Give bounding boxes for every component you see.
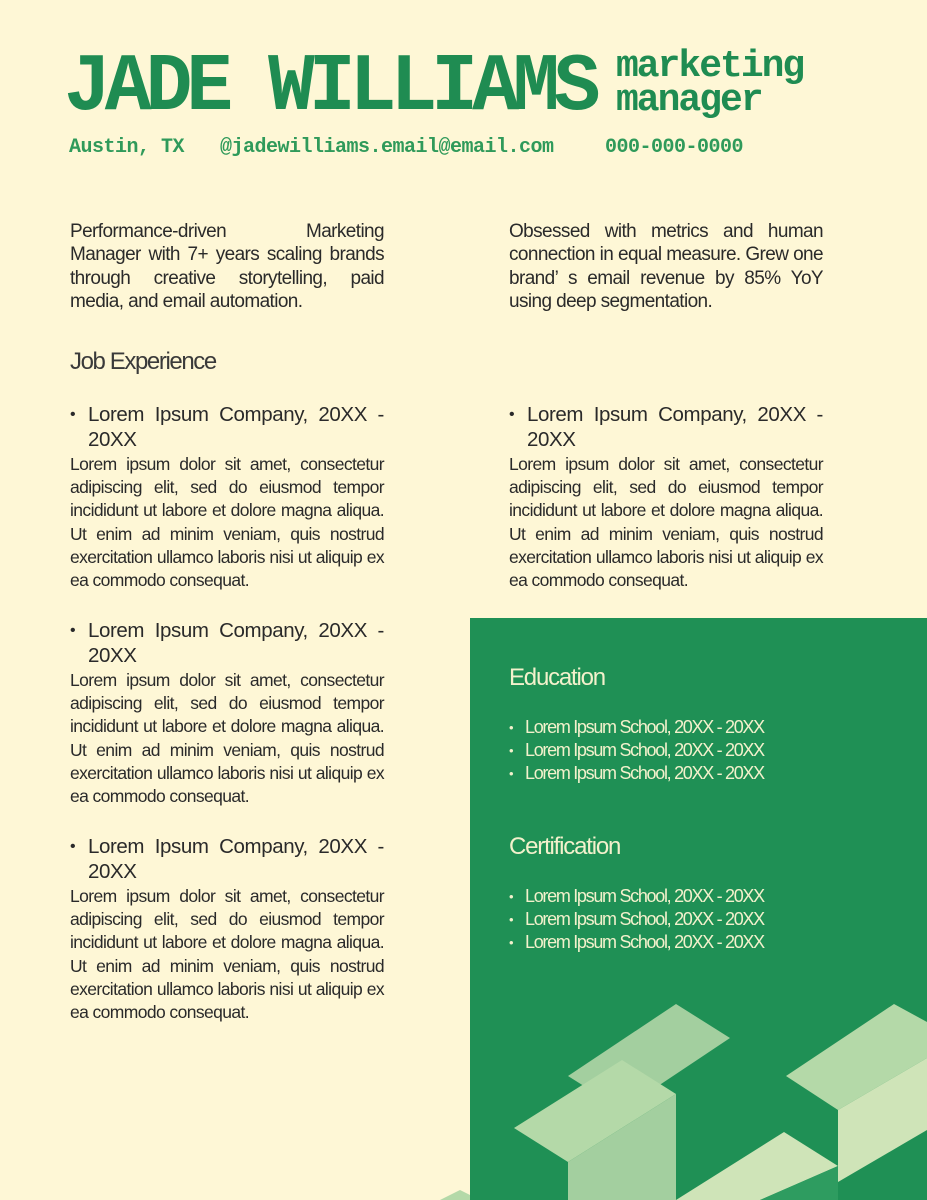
education-item-text: Lorem Ipsum School, 20XX - 20XX xyxy=(525,717,764,737)
bullet-icon: • xyxy=(70,406,76,423)
summary-left-text: Performance-driven Marketing Manager with 7+ years scaling brands through creative storytelling, paid media, and email automation. xyxy=(70,221,384,313)
contact-phone: 000-000-0000 xyxy=(605,136,744,159)
education-list xyxy=(509,716,764,785)
education-item-text: Lorem Ipsum School, 20XX - 20XX xyxy=(525,763,764,783)
certification-item-text: Lorem Ipsum School, 20XX - 20XX xyxy=(525,932,764,952)
job-role xyxy=(616,45,804,122)
education-item-text: Lorem Ipsum School, 20XX - 20XX xyxy=(525,740,764,760)
summary-right-text: Obsessed with metrics and human connection in equal measure. Grew one brand’ s email revenue by 85% YoY using deep segmentation. xyxy=(509,221,823,313)
job-title xyxy=(70,618,384,668)
job-role-line-2: manager xyxy=(616,79,762,122)
bullet-icon: • xyxy=(509,743,513,758)
job-entry xyxy=(70,618,384,808)
bullet-icon: • xyxy=(70,838,76,855)
job-title xyxy=(70,402,384,452)
section-title-education: Education xyxy=(509,664,605,691)
certification-list xyxy=(509,885,764,954)
bullet-icon: • xyxy=(509,766,513,781)
job-title-text: Lorem Ipsum Company, 20XX - 20XX xyxy=(88,403,384,451)
job-title-text: Lorem Ipsum Company, 20XX - 20XX xyxy=(88,619,384,667)
job-description: Lorem ipsum dolor sit amet, consectetur adipiscing elit, sed do eiusmod tempor incididunt ut labore et dolore magna aliqua. Ut enim ad minim veniam, quis nostrud exercitation ullamco laboris nisi ut aliquip ex ea commodo consequat. xyxy=(509,454,823,591)
contact-location: Austin, TX xyxy=(69,136,185,159)
certification-item xyxy=(509,931,764,954)
job-description: Lorem ipsum dolor sit amet, consectetur adipiscing elit, sed do eiusmod tempor incididunt ut labore et dolore magna aliqua. Ut enim ad minim veniam, quis nostrud exercitation ullamco laboris nisi ut aliquip ex ea commodo consequat. xyxy=(70,454,384,591)
certification-item-text: Lorem Ipsum School, 20XX - 20XX xyxy=(525,909,764,929)
bullet-icon: • xyxy=(509,406,515,423)
job-title xyxy=(70,834,384,884)
candidate-name: JADE WILLIAMS xyxy=(64,41,595,135)
bullet-icon: • xyxy=(509,889,513,904)
bullet-icon: • xyxy=(509,912,513,927)
section-title-experience: Job Experience xyxy=(70,348,216,375)
summary-right xyxy=(509,220,823,314)
bullet-icon: • xyxy=(509,720,513,735)
certification-item xyxy=(509,885,764,908)
education-certification-panel xyxy=(470,618,927,1200)
job-entry xyxy=(509,402,823,592)
job-entry xyxy=(70,402,384,592)
job-description: Lorem ipsum dolor sit amet, consectetur adipiscing elit, sed do eiusmod tempor incididunt ut labore et dolore magna aliqua. Ut enim ad minim veniam, quis nostrud exercitation ullamco laboris nisi ut aliquip ex ea commodo consequat. xyxy=(70,886,384,1023)
job-entry xyxy=(70,834,384,1024)
certification-item xyxy=(509,908,764,931)
job-title-text: Lorem Ipsum Company, 20XX - 20XX xyxy=(88,835,384,883)
education-item xyxy=(509,762,764,785)
job-role-line-1: marketing xyxy=(616,45,804,88)
certification-item-text: Lorem Ipsum School, 20XX - 20XX xyxy=(525,886,764,906)
section-title-certification: Certification xyxy=(509,833,621,860)
bullet-icon: • xyxy=(70,622,76,639)
education-item xyxy=(509,716,764,739)
bullet-icon: • xyxy=(509,935,513,950)
summary-left xyxy=(70,220,384,314)
education-item xyxy=(509,739,764,762)
job-title xyxy=(509,402,823,452)
contact-email[interactable]: @jadewilliams.email@email.com xyxy=(220,136,554,159)
job-description: Lorem ipsum dolor sit amet, consectetur adipiscing elit, sed do eiusmod tempor incididunt ut labore et dolore magna aliqua. Ut enim ad minim veniam, quis nostrud exercitation ullamco laboris nisi ut aliquip ex ea commodo consequat. xyxy=(70,670,384,807)
job-title-text: Lorem Ipsum Company, 20XX - 20XX xyxy=(527,403,823,451)
